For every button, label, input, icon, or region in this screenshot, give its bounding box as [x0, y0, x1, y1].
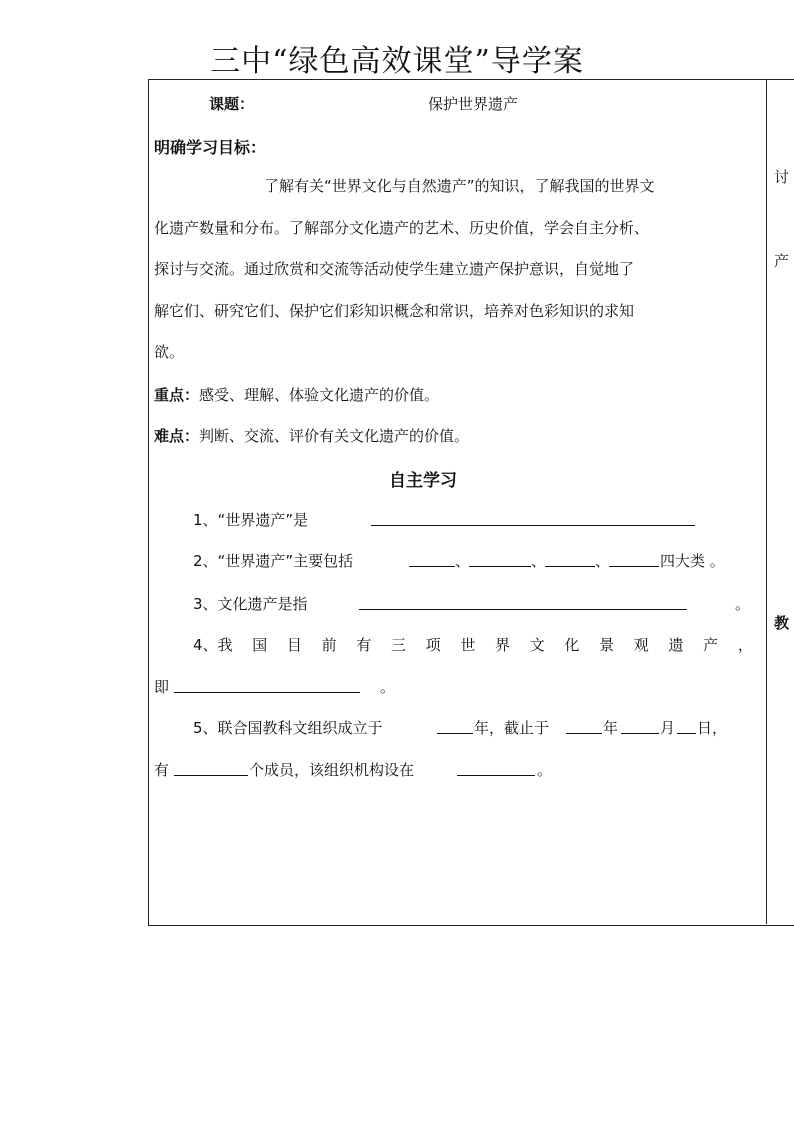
question-4-end: 。	[380, 678, 396, 696]
q4-char: 遗	[668, 636, 684, 654]
goals-line-5: 欲。	[154, 343, 185, 361]
worksheet-table	[148, 79, 794, 926]
question-5-blank-members[interactable]	[174, 775, 248, 776]
q4-char: 世	[460, 636, 476, 654]
question-5-line-2-prefix: 有	[154, 761, 170, 779]
q4-char: 观	[633, 636, 649, 654]
question-2-blank-3[interactable]	[545, 566, 595, 567]
question-3-text: 3、文化遗产是指	[193, 595, 308, 613]
q4-char: 国	[252, 636, 268, 654]
question-5-month-label: 月	[660, 719, 676, 737]
difficulty-text: 判断、交流、评价有关文化遗产的价值。	[199, 427, 470, 445]
q4-char: 项	[425, 636, 441, 654]
q4-char: 景	[599, 636, 615, 654]
question-5-blank-day[interactable]	[677, 733, 696, 734]
side-column-char-3: 教	[774, 614, 790, 632]
question-2-end: 四大类 。	[660, 552, 725, 570]
goals-heading: 明确学习目标：	[154, 138, 267, 157]
question-5-blank-year[interactable]	[437, 733, 473, 734]
topic-title: 保护世界遗产	[428, 95, 519, 113]
q4-char: 目	[286, 636, 302, 654]
column-divider	[766, 79, 767, 924]
q4-char: ，	[737, 636, 753, 654]
page-title: 三中“绿色高效课堂”导学案	[210, 44, 584, 79]
key-point-text: 感受、理解、体验文化遗产的价值。	[199, 386, 440, 404]
question-4-line-1	[193, 634, 753, 655]
q4-char: 文	[529, 636, 545, 654]
question-2-sep-3: 、	[595, 552, 611, 570]
goals-line-1: 了解有关“世界文化与自然遗产”的知识，了解我国的世界文	[264, 177, 655, 195]
question-5-line-2-end: 。	[537, 761, 553, 779]
question-5-line-2-middle: 个成员，该组织机构设在	[249, 761, 415, 779]
question-2-blank-4[interactable]	[609, 566, 659, 567]
self-study-heading: 自主学习	[389, 471, 457, 491]
q4-char: 化	[564, 636, 580, 654]
key-point	[154, 384, 439, 405]
side-column-char-1: 讨	[774, 168, 790, 186]
q4-char: 界	[495, 636, 511, 654]
key-point-label: 重点：	[154, 386, 200, 404]
topic-label: 课题：	[209, 95, 255, 113]
question-5-blank-location[interactable]	[457, 775, 535, 776]
question-5-blank-month[interactable]	[621, 733, 659, 734]
difficulty	[154, 425, 469, 446]
question-2-blank-2[interactable]	[469, 566, 531, 567]
question-1-text: 1、“世界遗产”是	[193, 511, 309, 529]
question-1-blank[interactable]	[371, 525, 695, 526]
q4-char: 有	[356, 636, 372, 654]
question-4-line-2-prefix: 即	[154, 678, 170, 696]
difficulty-label: 难点：	[154, 427, 200, 445]
q4-char: 前	[321, 636, 337, 654]
question-5-year-label: 年，截止于	[474, 719, 550, 737]
question-2-sep-1: 、	[455, 552, 471, 570]
question-2-blank-1[interactable]	[409, 566, 455, 567]
question-5-day-label: 日，	[697, 719, 728, 737]
question-5-year2-label: 年	[603, 719, 619, 737]
question-5-text: 5、联合国教科文组织成立于	[193, 719, 383, 737]
question-5-blank-year2[interactable]	[566, 733, 602, 734]
question-3-end: 。	[735, 595, 751, 613]
question-2-sep-2: 、	[531, 552, 547, 570]
q4-char: 三	[390, 636, 406, 654]
goals-line-4: 解它们、研究它们、保护它们彩知识概念和常识，培养对色彩知识的求知	[154, 302, 635, 320]
q4-char: 产	[703, 636, 719, 654]
goals-line-3: 探讨与交流。通过欣赏和交流等活动使学生建立遗产保护意识，自觉地了	[154, 260, 635, 278]
question-2-text: 2、“世界遗产”主要包括	[193, 552, 354, 570]
goals-line-2: 化遗产数量和分布。了解部分文化遗产的艺术、历史价值，学会自主分析、	[154, 219, 650, 237]
q4-char: 4、我	[193, 636, 233, 654]
question-4-blank[interactable]	[174, 692, 360, 693]
question-3-blank[interactable]	[359, 609, 687, 610]
side-column-char-2: 产	[774, 252, 790, 270]
